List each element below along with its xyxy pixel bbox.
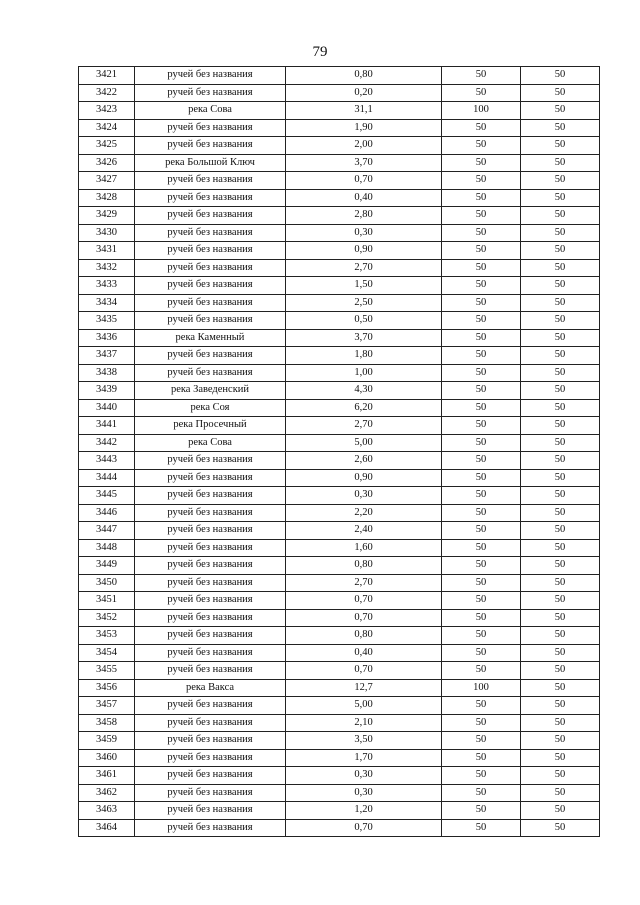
name-cell: ручей без названия bbox=[135, 522, 286, 540]
zone-width-cell: 50 bbox=[442, 417, 521, 435]
length-cell: 1,90 bbox=[286, 119, 442, 137]
row-number-cell: 3443 bbox=[79, 452, 135, 470]
zone-width-cell: 50 bbox=[442, 732, 521, 750]
length-cell: 0,90 bbox=[286, 242, 442, 260]
zone-width-2-cell: 50 bbox=[521, 609, 600, 627]
zone-width-2-cell: 50 bbox=[521, 364, 600, 382]
length-cell: 0,90 bbox=[286, 469, 442, 487]
name-cell: ручей без названия bbox=[135, 84, 286, 102]
table-row bbox=[79, 819, 600, 837]
table-row bbox=[79, 399, 600, 417]
zone-width-cell: 50 bbox=[442, 819, 521, 837]
length-cell: 12,7 bbox=[286, 679, 442, 697]
zone-width-cell: 50 bbox=[442, 382, 521, 400]
row-number-cell: 3431 bbox=[79, 242, 135, 260]
row-number-cell: 3452 bbox=[79, 609, 135, 627]
length-cell: 31,1 bbox=[286, 102, 442, 120]
zone-width-cell: 50 bbox=[442, 522, 521, 540]
name-cell: река Сова bbox=[135, 102, 286, 120]
zone-width-2-cell: 50 bbox=[521, 697, 600, 715]
row-number-cell: 3422 bbox=[79, 84, 135, 102]
length-cell: 2,40 bbox=[286, 522, 442, 540]
row-number-cell: 3434 bbox=[79, 294, 135, 312]
length-cell: 0,30 bbox=[286, 784, 442, 802]
name-cell: ручей без названия bbox=[135, 364, 286, 382]
zone-width-2-cell: 50 bbox=[521, 504, 600, 522]
zone-width-cell: 50 bbox=[442, 452, 521, 470]
zone-width-cell: 50 bbox=[442, 644, 521, 662]
length-cell: 1,50 bbox=[286, 277, 442, 295]
name-cell: ручей без названия bbox=[135, 784, 286, 802]
length-cell: 0,30 bbox=[286, 224, 442, 242]
name-cell: ручей без названия bbox=[135, 469, 286, 487]
table-row bbox=[79, 662, 600, 680]
zone-width-cell: 50 bbox=[442, 67, 521, 85]
table-row bbox=[79, 347, 600, 365]
zone-width-cell: 50 bbox=[442, 364, 521, 382]
table-row bbox=[79, 417, 600, 435]
name-cell: ручей без названия bbox=[135, 609, 286, 627]
name-cell: ручей без названия bbox=[135, 487, 286, 505]
table-body bbox=[79, 67, 600, 837]
zone-width-2-cell: 50 bbox=[521, 574, 600, 592]
name-cell: ручей без названия bbox=[135, 294, 286, 312]
row-number-cell: 3438 bbox=[79, 364, 135, 382]
length-cell: 2,70 bbox=[286, 574, 442, 592]
length-cell: 2,60 bbox=[286, 452, 442, 470]
name-cell: ручей без названия bbox=[135, 312, 286, 330]
name-cell: ручей без названия bbox=[135, 172, 286, 190]
name-cell: ручей без названия bbox=[135, 224, 286, 242]
zone-width-2-cell: 50 bbox=[521, 539, 600, 557]
row-number-cell: 3421 bbox=[79, 67, 135, 85]
table-row bbox=[79, 154, 600, 172]
table-row bbox=[79, 67, 600, 85]
zone-width-cell: 50 bbox=[442, 749, 521, 767]
watercourse-table bbox=[78, 66, 600, 837]
zone-width-2-cell: 50 bbox=[521, 644, 600, 662]
row-number-cell: 3426 bbox=[79, 154, 135, 172]
zone-width-2-cell: 50 bbox=[521, 434, 600, 452]
zone-width-cell: 50 bbox=[442, 504, 521, 522]
table-row bbox=[79, 382, 600, 400]
zone-width-2-cell: 50 bbox=[521, 242, 600, 260]
name-cell: ручей без названия bbox=[135, 644, 286, 662]
name-cell: ручей без названия bbox=[135, 802, 286, 820]
name-cell: ручей без названия bbox=[135, 504, 286, 522]
length-cell: 3,50 bbox=[286, 732, 442, 750]
zone-width-cell: 100 bbox=[442, 679, 521, 697]
table-row bbox=[79, 277, 600, 295]
table-row bbox=[79, 679, 600, 697]
zone-width-cell: 50 bbox=[442, 662, 521, 680]
zone-width-cell: 50 bbox=[442, 399, 521, 417]
table-row bbox=[79, 557, 600, 575]
row-number-cell: 3449 bbox=[79, 557, 135, 575]
row-number-cell: 3448 bbox=[79, 539, 135, 557]
zone-width-2-cell: 50 bbox=[521, 119, 600, 137]
row-number-cell: 3428 bbox=[79, 189, 135, 207]
name-cell: река Каменный bbox=[135, 329, 286, 347]
table-row bbox=[79, 119, 600, 137]
length-cell: 0,70 bbox=[286, 592, 442, 610]
zone-width-cell: 50 bbox=[442, 259, 521, 277]
row-number-cell: 3450 bbox=[79, 574, 135, 592]
zone-width-2-cell: 50 bbox=[521, 487, 600, 505]
row-number-cell: 3433 bbox=[79, 277, 135, 295]
zone-width-2-cell: 50 bbox=[521, 189, 600, 207]
zone-width-cell: 50 bbox=[442, 294, 521, 312]
row-number-cell: 3453 bbox=[79, 627, 135, 645]
zone-width-cell: 50 bbox=[442, 714, 521, 732]
length-cell: 2,50 bbox=[286, 294, 442, 312]
name-cell: ручей без названия bbox=[135, 539, 286, 557]
length-cell: 1,20 bbox=[286, 802, 442, 820]
length-cell: 0,70 bbox=[286, 819, 442, 837]
name-cell: ручей без названия bbox=[135, 137, 286, 155]
zone-width-cell: 50 bbox=[442, 329, 521, 347]
zone-width-cell: 50 bbox=[442, 802, 521, 820]
length-cell: 0,70 bbox=[286, 609, 442, 627]
zone-width-2-cell: 50 bbox=[521, 67, 600, 85]
zone-width-cell: 50 bbox=[442, 784, 521, 802]
zone-width-cell: 50 bbox=[442, 574, 521, 592]
zone-width-cell: 50 bbox=[442, 767, 521, 785]
length-cell: 0,30 bbox=[286, 487, 442, 505]
name-cell: ручей без названия bbox=[135, 207, 286, 225]
table-row bbox=[79, 242, 600, 260]
row-number-cell: 3439 bbox=[79, 382, 135, 400]
name-cell: ручей без названия bbox=[135, 242, 286, 260]
table-row bbox=[79, 329, 600, 347]
zone-width-cell: 50 bbox=[442, 557, 521, 575]
row-number-cell: 3440 bbox=[79, 399, 135, 417]
name-cell: ручей без названия bbox=[135, 732, 286, 750]
zone-width-cell: 50 bbox=[442, 609, 521, 627]
length-cell: 0,70 bbox=[286, 172, 442, 190]
zone-width-cell: 50 bbox=[442, 207, 521, 225]
name-cell: ручей без названия bbox=[135, 277, 286, 295]
length-cell: 0,80 bbox=[286, 627, 442, 645]
zone-width-2-cell: 50 bbox=[521, 592, 600, 610]
table-row bbox=[79, 312, 600, 330]
table-row bbox=[79, 504, 600, 522]
zone-width-2-cell: 50 bbox=[521, 732, 600, 750]
zone-width-2-cell: 50 bbox=[521, 382, 600, 400]
length-cell: 2,20 bbox=[286, 504, 442, 522]
zone-width-cell: 50 bbox=[442, 84, 521, 102]
zone-width-cell: 50 bbox=[442, 539, 521, 557]
zone-width-2-cell: 50 bbox=[521, 207, 600, 225]
zone-width-cell: 50 bbox=[442, 592, 521, 610]
zone-width-2-cell: 50 bbox=[521, 102, 600, 120]
table-row bbox=[79, 364, 600, 382]
table-row bbox=[79, 259, 600, 277]
table-row bbox=[79, 697, 600, 715]
zone-width-cell: 50 bbox=[442, 277, 521, 295]
zone-width-2-cell: 50 bbox=[521, 347, 600, 365]
name-cell: ручей без названия bbox=[135, 119, 286, 137]
zone-width-cell: 50 bbox=[442, 172, 521, 190]
length-cell: 3,70 bbox=[286, 329, 442, 347]
zone-width-2-cell: 50 bbox=[521, 522, 600, 540]
row-number-cell: 3429 bbox=[79, 207, 135, 225]
table-row bbox=[79, 189, 600, 207]
table-row bbox=[79, 487, 600, 505]
length-cell: 2,70 bbox=[286, 417, 442, 435]
length-cell: 2,00 bbox=[286, 137, 442, 155]
name-cell: ручей без названия bbox=[135, 819, 286, 837]
zone-width-2-cell: 50 bbox=[521, 767, 600, 785]
row-number-cell: 3436 bbox=[79, 329, 135, 347]
length-cell: 6,20 bbox=[286, 399, 442, 417]
row-number-cell: 3454 bbox=[79, 644, 135, 662]
length-cell: 1,60 bbox=[286, 539, 442, 557]
zone-width-cell: 50 bbox=[442, 242, 521, 260]
length-cell: 1,00 bbox=[286, 364, 442, 382]
row-number-cell: 3451 bbox=[79, 592, 135, 610]
table-row bbox=[79, 469, 600, 487]
name-cell: ручей без названия bbox=[135, 662, 286, 680]
length-cell: 0,50 bbox=[286, 312, 442, 330]
name-cell: ручей без названия bbox=[135, 259, 286, 277]
row-number-cell: 3463 bbox=[79, 802, 135, 820]
zone-width-2-cell: 50 bbox=[521, 329, 600, 347]
row-number-cell: 3459 bbox=[79, 732, 135, 750]
zone-width-cell: 50 bbox=[442, 347, 521, 365]
table-row bbox=[79, 714, 600, 732]
row-number-cell: 3432 bbox=[79, 259, 135, 277]
zone-width-2-cell: 50 bbox=[521, 399, 600, 417]
table-row bbox=[79, 224, 600, 242]
length-cell: 0,80 bbox=[286, 557, 442, 575]
zone-width-cell: 50 bbox=[442, 312, 521, 330]
zone-width-2-cell: 50 bbox=[521, 802, 600, 820]
zone-width-2-cell: 50 bbox=[521, 294, 600, 312]
length-cell: 3,70 bbox=[286, 154, 442, 172]
zone-width-2-cell: 50 bbox=[521, 154, 600, 172]
length-cell: 5,00 bbox=[286, 697, 442, 715]
table-row bbox=[79, 207, 600, 225]
name-cell: ручей без названия bbox=[135, 557, 286, 575]
zone-width-2-cell: 50 bbox=[521, 224, 600, 242]
zone-width-cell: 50 bbox=[442, 434, 521, 452]
name-cell: река Соя bbox=[135, 399, 286, 417]
length-cell: 0,80 bbox=[286, 67, 442, 85]
row-number-cell: 3462 bbox=[79, 784, 135, 802]
name-cell: река Сова bbox=[135, 434, 286, 452]
name-cell: ручей без названия bbox=[135, 749, 286, 767]
zone-width-cell: 50 bbox=[442, 137, 521, 155]
table-row bbox=[79, 749, 600, 767]
length-cell: 0,40 bbox=[286, 189, 442, 207]
name-cell: река Просечный bbox=[135, 417, 286, 435]
row-number-cell: 3423 bbox=[79, 102, 135, 120]
length-cell: 0,70 bbox=[286, 662, 442, 680]
zone-width-2-cell: 50 bbox=[521, 749, 600, 767]
zone-width-cell: 50 bbox=[442, 627, 521, 645]
row-number-cell: 3460 bbox=[79, 749, 135, 767]
row-number-cell: 3455 bbox=[79, 662, 135, 680]
table-row bbox=[79, 767, 600, 785]
row-number-cell: 3445 bbox=[79, 487, 135, 505]
name-cell: река Заведенский bbox=[135, 382, 286, 400]
length-cell: 1,70 bbox=[286, 749, 442, 767]
zone-width-cell: 50 bbox=[442, 487, 521, 505]
name-cell: ручей без названия bbox=[135, 189, 286, 207]
length-cell: 2,10 bbox=[286, 714, 442, 732]
zone-width-2-cell: 50 bbox=[521, 84, 600, 102]
name-cell: ручей без названия bbox=[135, 697, 286, 715]
table-row bbox=[79, 294, 600, 312]
table-row bbox=[79, 522, 600, 540]
name-cell: ручей без названия bbox=[135, 767, 286, 785]
zone-width-2-cell: 50 bbox=[521, 662, 600, 680]
zone-width-2-cell: 50 bbox=[521, 627, 600, 645]
length-cell: 1,80 bbox=[286, 347, 442, 365]
row-number-cell: 3442 bbox=[79, 434, 135, 452]
table-row bbox=[79, 802, 600, 820]
table-row bbox=[79, 84, 600, 102]
length-cell: 0,20 bbox=[286, 84, 442, 102]
length-cell: 0,30 bbox=[286, 767, 442, 785]
table-row bbox=[79, 592, 600, 610]
row-number-cell: 3464 bbox=[79, 819, 135, 837]
row-number-cell: 3430 bbox=[79, 224, 135, 242]
table-row bbox=[79, 539, 600, 557]
zone-width-2-cell: 50 bbox=[521, 714, 600, 732]
table-row bbox=[79, 627, 600, 645]
zone-width-cell: 50 bbox=[442, 154, 521, 172]
zone-width-2-cell: 50 bbox=[521, 452, 600, 470]
zone-width-cell: 50 bbox=[442, 469, 521, 487]
name-cell: ручей без названия bbox=[135, 627, 286, 645]
name-cell: ручей без названия bbox=[135, 592, 286, 610]
zone-width-2-cell: 50 bbox=[521, 417, 600, 435]
row-number-cell: 3435 bbox=[79, 312, 135, 330]
row-number-cell: 3444 bbox=[79, 469, 135, 487]
row-number-cell: 3447 bbox=[79, 522, 135, 540]
zone-width-cell: 50 bbox=[442, 119, 521, 137]
zone-width-2-cell: 50 bbox=[521, 172, 600, 190]
row-number-cell: 3446 bbox=[79, 504, 135, 522]
zone-width-cell: 50 bbox=[442, 189, 521, 207]
name-cell: ручей без названия bbox=[135, 574, 286, 592]
row-number-cell: 3424 bbox=[79, 119, 135, 137]
table-row bbox=[79, 452, 600, 470]
name-cell: ручей без названия bbox=[135, 347, 286, 365]
page-number: 79 bbox=[312, 44, 328, 60]
length-cell: 0,40 bbox=[286, 644, 442, 662]
zone-width-2-cell: 50 bbox=[521, 819, 600, 837]
length-cell: 2,80 bbox=[286, 207, 442, 225]
table-row bbox=[79, 732, 600, 750]
length-cell: 5,00 bbox=[286, 434, 442, 452]
zone-width-2-cell: 50 bbox=[521, 784, 600, 802]
name-cell: ручей без названия bbox=[135, 67, 286, 85]
row-number-cell: 3458 bbox=[79, 714, 135, 732]
zone-width-2-cell: 50 bbox=[521, 137, 600, 155]
row-number-cell: 3461 bbox=[79, 767, 135, 785]
zone-width-cell: 50 bbox=[442, 224, 521, 242]
table-row bbox=[79, 574, 600, 592]
table-row bbox=[79, 137, 600, 155]
length-cell: 2,70 bbox=[286, 259, 442, 277]
row-number-cell: 3425 bbox=[79, 137, 135, 155]
name-cell: ручей без названия bbox=[135, 714, 286, 732]
zone-width-2-cell: 50 bbox=[521, 277, 600, 295]
row-number-cell: 3437 bbox=[79, 347, 135, 365]
table-row bbox=[79, 102, 600, 120]
table-row bbox=[79, 784, 600, 802]
zone-width-2-cell: 50 bbox=[521, 679, 600, 697]
row-number-cell: 3427 bbox=[79, 172, 135, 190]
zone-width-2-cell: 50 bbox=[521, 312, 600, 330]
name-cell: река Большой Ключ bbox=[135, 154, 286, 172]
table-row bbox=[79, 172, 600, 190]
zone-width-2-cell: 50 bbox=[521, 469, 600, 487]
zone-width-2-cell: 50 bbox=[521, 557, 600, 575]
zone-width-2-cell: 50 bbox=[521, 259, 600, 277]
zone-width-cell: 100 bbox=[442, 102, 521, 120]
table-row bbox=[79, 609, 600, 627]
length-cell: 4,30 bbox=[286, 382, 442, 400]
name-cell: ручей без названия bbox=[135, 452, 286, 470]
row-number-cell: 3456 bbox=[79, 679, 135, 697]
table-row bbox=[79, 644, 600, 662]
zone-width-cell: 50 bbox=[442, 697, 521, 715]
table-row bbox=[79, 434, 600, 452]
row-number-cell: 3457 bbox=[79, 697, 135, 715]
name-cell: река Вакса bbox=[135, 679, 286, 697]
row-number-cell: 3441 bbox=[79, 417, 135, 435]
